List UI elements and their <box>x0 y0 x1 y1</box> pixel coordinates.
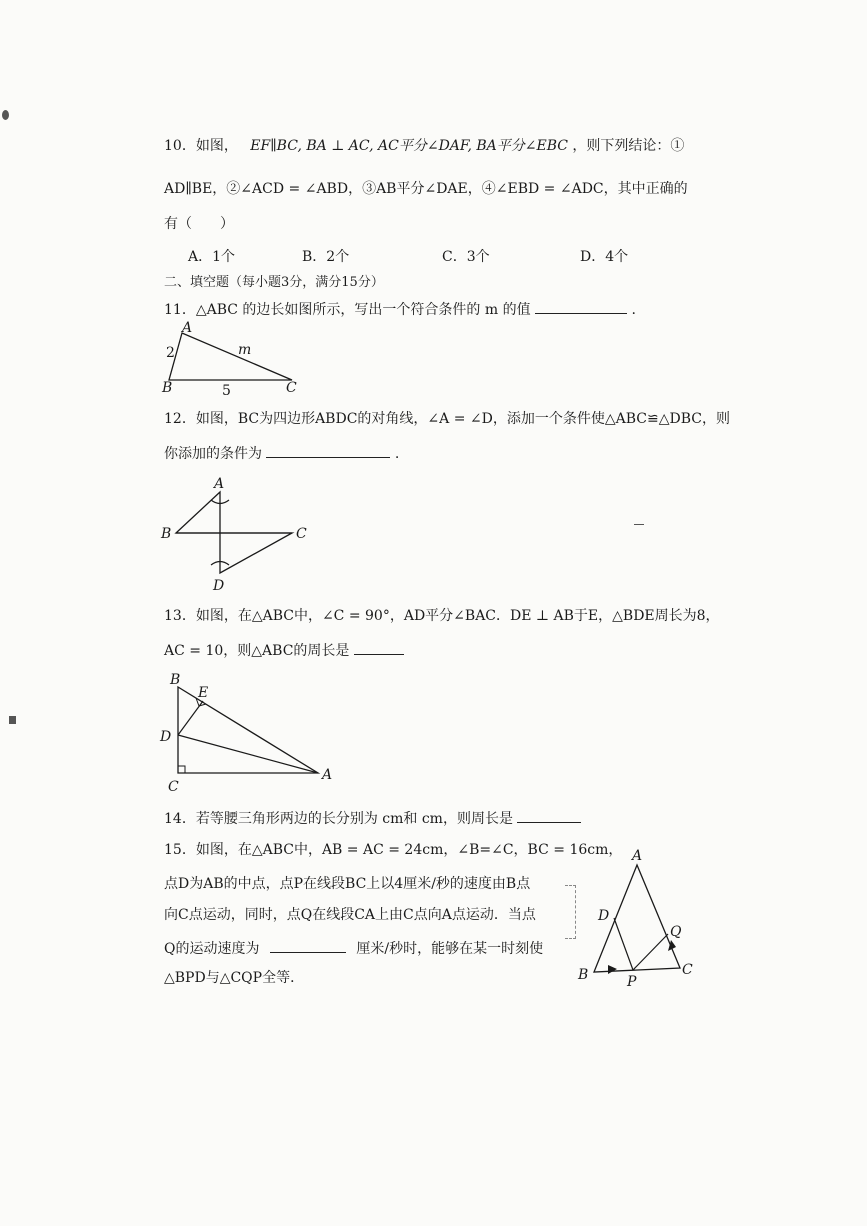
q15-label-q: Q <box>670 924 682 940</box>
q15-stem-b: 厘米/秒时，能够在某一时刻使 <box>356 941 544 957</box>
q10-option-c: C．3个 <box>442 249 490 265</box>
q10-line2: AD∥BE，②∠ACD = ∠ABD，③AB平分∠DAE，④∠EBD = ∠ADC，其中正确的 <box>164 181 688 197</box>
q13-answer-blank[interactable] <box>354 642 404 655</box>
scan-fold-mark <box>565 885 576 939</box>
q13-line2 <box>164 642 404 658</box>
q11-side-bc: 5 <box>222 383 231 399</box>
q15-line4 <box>164 940 543 956</box>
q15-label-d: D <box>598 908 610 924</box>
q10-option-b: B．2个 <box>302 249 350 265</box>
q12-label-a: A <box>214 476 225 492</box>
q12-label-d: D <box>213 578 225 594</box>
q11-text <box>164 301 636 317</box>
q11-answer-blank[interactable] <box>535 301 627 314</box>
q13-label-c: C <box>168 779 179 795</box>
q15-line2: 点D为AB的中点，点P在线段BC上以4厘米/秒的速度由B点 <box>164 876 531 892</box>
q15-line5: △BPD与△CQP全等． <box>164 970 305 986</box>
q15-answer-blank[interactable] <box>270 940 346 953</box>
q15-label-b: B <box>578 967 589 983</box>
q15-stem-a: Q的运动速度为 <box>164 941 260 957</box>
q10-option-d: D．4个 <box>580 249 629 265</box>
q13-label-e: E <box>198 685 209 701</box>
q13-line1: 13．如图，在△ABC中，∠C = 90°，AD平分∠BAC．DE ⊥ AB于E，△BDE周长为8， <box>164 608 720 624</box>
q12-answer-blank[interactable] <box>266 445 390 458</box>
q12-line1: 12．如图，BC为四边形ABDC的对角线，∠A = ∠D，添加一个条件使△ABC≌△DBC，则 <box>164 411 730 427</box>
q10-line1 <box>164 139 684 153</box>
q11-side-ab: 2 <box>166 345 175 361</box>
q14-answer-blank[interactable] <box>517 810 581 823</box>
q13-label-a: A <box>322 767 333 783</box>
q13-label-d: D <box>160 729 172 745</box>
q12-end: . <box>394 446 400 462</box>
q15-label-a: A <box>632 848 643 864</box>
q10-line3: 有（ ） <box>164 216 234 232</box>
q13-stem: AC = 10，则△ABC的周长是 <box>164 643 350 659</box>
q10-prefix: 10．如图， <box>164 138 238 154</box>
q14-text <box>164 810 581 826</box>
scan-speck <box>2 110 9 120</box>
q10-suffix: ，则下列结论：① <box>572 138 685 154</box>
q11-end: . <box>631 302 636 318</box>
q11-stem: 11．△ABC 的边长如图所示，写出一个符合条件的 m 的值 <box>164 302 531 318</box>
scan-speck <box>634 524 644 525</box>
q14-stem: 14．若等腰三角形两边的长分别为 cm和 cm，则周长是 <box>164 811 513 827</box>
q15-line1: 15．如图，在△ABC中，AB = AC = 24cm，∠B=∠C，BC = 16cm， <box>164 842 623 858</box>
q11-label-b: B <box>162 380 173 396</box>
q11-side-ac: m <box>238 342 252 358</box>
q12-stem: 你添加的条件为 <box>164 446 262 462</box>
q12-label-c: C <box>296 526 307 542</box>
scan-speck <box>9 716 16 724</box>
q15-label-c: C <box>682 962 693 978</box>
q12-label-b: B <box>161 526 172 542</box>
q11-label-c: C <box>286 380 297 396</box>
q11-label-a: A <box>182 320 193 336</box>
section-title: 二、填空题（每小题3分，满分15分） <box>164 275 384 290</box>
q10-math: EF∥BC, BA ⊥ AC, AC平分∠DAF, BA平分∠EBC <box>250 138 568 154</box>
q12-line2 <box>164 445 399 461</box>
q15-line3: 向C点运动，同时，点Q在线段CA上由C点向A点运动．当点 <box>164 907 536 923</box>
q15-label-p: P <box>627 974 637 990</box>
q13-label-b: B <box>170 672 181 688</box>
q10-option-a: A．1个 <box>188 249 236 265</box>
